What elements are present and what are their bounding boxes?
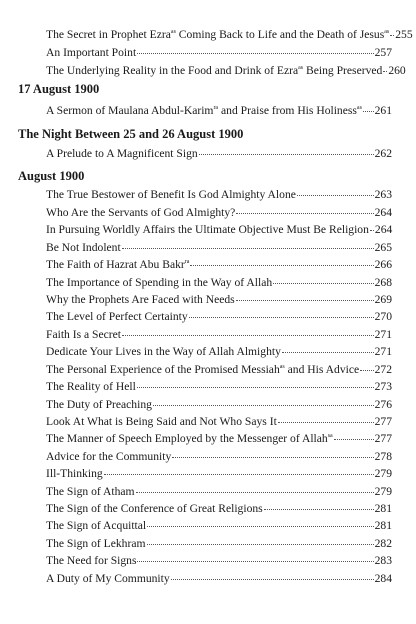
entry-title bbox=[46, 362, 359, 378]
toc-entry bbox=[46, 397, 392, 413]
entry-title-text: Look At What is Being Said and Not Who Says It bbox=[46, 415, 277, 428]
entry-title-text: An Important Point bbox=[46, 46, 137, 59]
dot-leader bbox=[282, 352, 374, 353]
toc-entry bbox=[46, 309, 392, 325]
dot-leader bbox=[147, 544, 374, 545]
page-number: 260 bbox=[388, 64, 406, 77]
page-number: 273 bbox=[374, 380, 392, 393]
entry-title bbox=[46, 45, 136, 61]
page-number: 284 bbox=[374, 572, 392, 585]
entry-title-text: The Sign of Acquittal bbox=[46, 519, 147, 532]
toc-entry bbox=[46, 466, 392, 482]
entry-title-text: The True Bestower of Benefit Is God Almighty Alone bbox=[46, 188, 296, 201]
entry-title bbox=[46, 344, 281, 360]
toc-entry bbox=[46, 571, 392, 587]
entry-title-text: Advice for the Community bbox=[46, 450, 172, 463]
dot-leader bbox=[383, 71, 387, 72]
dot-leader bbox=[297, 195, 374, 196]
honorific-superscript: as bbox=[384, 29, 390, 36]
entry-title bbox=[46, 379, 136, 395]
page-number: 279 bbox=[374, 467, 392, 480]
entry-title bbox=[46, 240, 121, 256]
toc-entry bbox=[46, 205, 392, 221]
toc-entry bbox=[46, 379, 392, 395]
page-number: 271 bbox=[374, 345, 392, 358]
toc-entry bbox=[46, 536, 392, 552]
entry-title bbox=[46, 146, 198, 162]
page-number: 279 bbox=[374, 485, 392, 498]
entry-title-continuation: Being Preserved bbox=[303, 64, 383, 77]
entry-title-continuation: and Praise from His Holiness bbox=[218, 104, 357, 117]
toc-entry bbox=[46, 45, 392, 61]
entry-title-text: The Reality of Hell bbox=[46, 380, 136, 393]
entry-title-text: The Faith of Hazrat Abu Bakr bbox=[46, 258, 185, 271]
toc-entry bbox=[46, 327, 392, 343]
toc-entry bbox=[46, 431, 392, 447]
dot-leader bbox=[122, 335, 374, 336]
entry-title-text: Ill-Thinking bbox=[46, 467, 103, 480]
entry-title-text: Be Not Indolent bbox=[46, 241, 121, 254]
page-number: 270 bbox=[374, 310, 392, 323]
entry-title bbox=[46, 449, 171, 465]
entry-title-text: A Sermon of Maulana Abdul-Karim bbox=[46, 104, 214, 117]
entry-title-text: The Level of Perfect Certainty bbox=[46, 310, 188, 323]
toc-entry bbox=[46, 362, 392, 378]
page-number: 278 bbox=[374, 450, 392, 463]
page-number: 255 bbox=[395, 28, 413, 41]
entry-title-text: A Prelude to A Magnificent Sign bbox=[46, 147, 198, 160]
dot-leader bbox=[136, 492, 374, 493]
dot-leader bbox=[137, 561, 373, 562]
page-number: 271 bbox=[374, 328, 392, 341]
dot-leader bbox=[390, 35, 394, 36]
honorific-superscript: ra bbox=[213, 105, 219, 112]
dot-leader bbox=[370, 230, 374, 231]
entry-title bbox=[46, 431, 333, 447]
entry-title bbox=[46, 484, 135, 500]
page-number: 264 bbox=[374, 206, 392, 219]
page-number: 261 bbox=[374, 104, 392, 117]
entry-title bbox=[46, 571, 170, 587]
entry-title bbox=[46, 466, 103, 482]
page-number: 283 bbox=[374, 554, 392, 567]
toc-entry bbox=[46, 449, 392, 465]
dot-leader bbox=[147, 526, 373, 527]
page-number: 266 bbox=[374, 258, 392, 271]
section-heading: August 1900 bbox=[18, 169, 85, 183]
entry-title bbox=[46, 27, 389, 43]
dot-leader bbox=[334, 439, 374, 440]
page-number: 264 bbox=[374, 223, 393, 236]
entry-title-text: The Personal Experience of the Promised Messiah bbox=[46, 363, 280, 376]
dot-leader bbox=[273, 283, 373, 284]
dot-leader bbox=[199, 154, 374, 155]
page-number: 281 bbox=[374, 502, 392, 515]
toc-entry bbox=[46, 518, 392, 534]
honorific-superscript: as bbox=[298, 65, 304, 72]
dot-leader bbox=[172, 457, 373, 458]
toc-entry bbox=[46, 275, 392, 291]
dot-leader bbox=[190, 265, 373, 266]
toc-entry bbox=[46, 103, 392, 119]
entry-title bbox=[46, 103, 362, 119]
entry-title-text: Why the Prophets Are Faced with Needs bbox=[46, 293, 235, 306]
entry-title-text: Faith Is a Secret bbox=[46, 328, 122, 341]
page-number: 262 bbox=[374, 147, 392, 160]
dot-leader bbox=[122, 248, 374, 249]
dot-leader bbox=[360, 370, 373, 371]
entry-title bbox=[46, 309, 188, 325]
dot-leader bbox=[104, 474, 374, 475]
toc-entry bbox=[46, 501, 392, 517]
dot-leader bbox=[278, 422, 374, 423]
entry-title-text: The Duty of Preaching bbox=[46, 398, 152, 411]
honorific-superscript: sa bbox=[327, 433, 333, 440]
entry-title-text: In Pursuing Worldly Affairs the Ultimate Objective Must Be Religion bbox=[46, 223, 369, 236]
toc-entry bbox=[46, 484, 392, 500]
entry-title bbox=[46, 397, 152, 413]
honorific-superscript: ra bbox=[184, 259, 190, 266]
entry-title bbox=[46, 275, 272, 291]
entry-title-text: The Need for Signs bbox=[46, 554, 137, 567]
entry-title-text: The Sign of Atham bbox=[46, 485, 135, 498]
dot-leader bbox=[137, 53, 373, 54]
dot-leader bbox=[153, 405, 374, 406]
page-number: 263 bbox=[374, 188, 392, 201]
entry-title-text: The Manner of Speech Employed by the Messenger of Allah bbox=[46, 432, 328, 445]
toc-entry bbox=[46, 414, 392, 430]
toc-entry bbox=[46, 257, 392, 273]
entry-title bbox=[46, 414, 277, 430]
page-number: 276 bbox=[374, 398, 392, 411]
entry-title-continuation: and His Advice bbox=[284, 363, 360, 376]
entry-title bbox=[46, 327, 121, 343]
page-number: 269 bbox=[374, 293, 392, 306]
page-number: 277 bbox=[374, 415, 392, 428]
section-heading: 17 August 1900 bbox=[18, 82, 100, 96]
entry-title bbox=[46, 536, 146, 552]
page-number: 277 bbox=[374, 432, 392, 445]
page-number: 282 bbox=[374, 537, 392, 550]
dot-leader bbox=[363, 111, 374, 112]
toc-entry bbox=[46, 292, 392, 308]
entry-title-text: Who Are the Servants of God Almighty? bbox=[46, 206, 236, 219]
entry-title bbox=[46, 292, 235, 308]
honorific-superscript: as bbox=[356, 105, 362, 112]
toc-entry bbox=[46, 553, 392, 569]
dot-leader bbox=[236, 213, 373, 214]
page-number: 281 bbox=[374, 519, 392, 532]
section-heading: The Night Between 25 and 26 August 1900 bbox=[18, 127, 244, 141]
entry-title-text: The Sign of Lekhram bbox=[46, 537, 146, 550]
dot-leader bbox=[264, 509, 374, 510]
entry-title-continuation: Coming Back to Life and the Death of Jesus bbox=[175, 28, 385, 41]
toc-entry bbox=[46, 240, 392, 256]
entry-title bbox=[46, 63, 382, 79]
entry-title bbox=[46, 518, 146, 534]
page-number: 257 bbox=[374, 46, 392, 59]
entry-title-text: A Duty of My Community bbox=[46, 572, 170, 585]
dot-leader bbox=[171, 579, 374, 580]
entry-title bbox=[46, 257, 189, 273]
toc-entry bbox=[46, 187, 392, 203]
toc-entry bbox=[46, 27, 413, 43]
entry-title-text: The Importance of Spending in the Way of Allah bbox=[46, 276, 273, 289]
toc-entry bbox=[46, 222, 392, 238]
entry-title-text: The Sign of the Conference of Great Religions bbox=[46, 502, 263, 515]
dot-leader bbox=[236, 300, 374, 301]
entry-title bbox=[46, 222, 369, 238]
page-number: 268 bbox=[374, 276, 392, 289]
entry-title bbox=[46, 187, 296, 203]
page-number: 265 bbox=[374, 241, 392, 254]
dot-leader bbox=[189, 317, 374, 318]
honorific-superscript: as bbox=[279, 364, 285, 371]
toc-entry bbox=[46, 63, 406, 79]
toc-entry bbox=[46, 146, 392, 162]
entry-title bbox=[46, 205, 235, 221]
entry-title bbox=[46, 501, 263, 517]
entry-title bbox=[46, 553, 136, 569]
toc-entry bbox=[46, 344, 392, 360]
page-number: 272 bbox=[374, 363, 392, 376]
honorific-superscript: as bbox=[170, 29, 176, 36]
entry-title-text: Dedicate Your Lives in the Way of Allah Almighty bbox=[46, 345, 281, 358]
entry-title-text: The Secret in Prophet Ezra bbox=[46, 28, 171, 41]
entry-title-text: The Underlying Reality in the Food and Drink of Ezra bbox=[46, 64, 299, 77]
dot-leader bbox=[137, 387, 374, 388]
